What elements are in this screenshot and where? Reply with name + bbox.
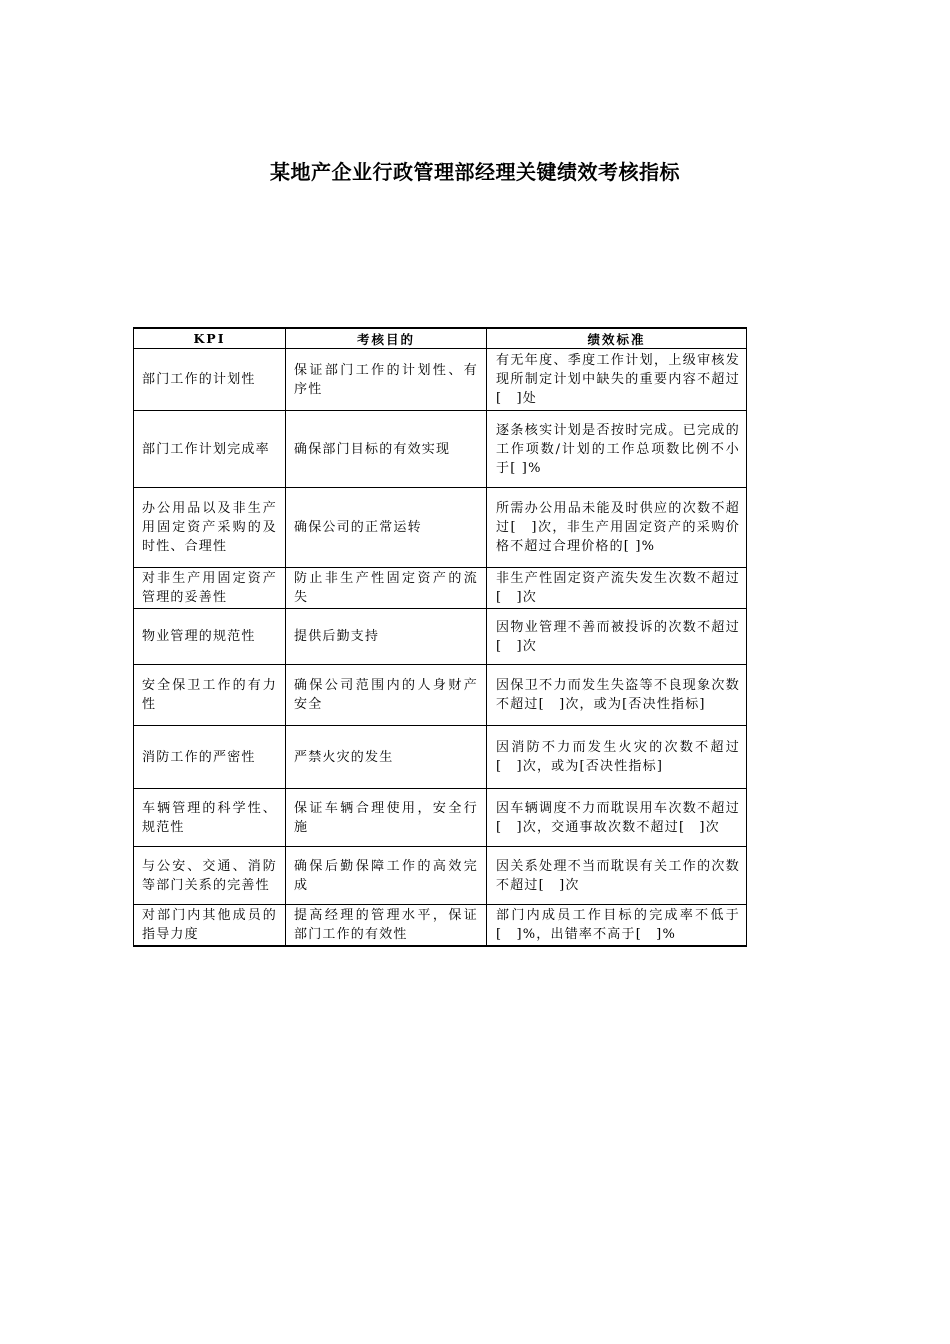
- kpi-cell: 物业管理的规范性: [134, 609, 286, 665]
- standard-cell: 所需办公用品未能及时供应的次数不超过[ ]次，非生产用固定资产的采购价格不超过合理价格的[ ]%: [487, 488, 747, 568]
- purpose-cell: 确保后勤保障工作的高效完成: [286, 847, 487, 905]
- kpi-cell: 对非生产用固定资产管理的妥善性: [134, 568, 286, 609]
- standard-cell: 逐条核实计划是否按时完成。已完成的工作项数/计划的工作总项数比例不小于[ ]%: [487, 411, 747, 488]
- purpose-cell: 提供后勤支持: [286, 609, 487, 665]
- table-row: [134, 488, 747, 568]
- standard-cell: 因物业管理不善而被投诉的次数不超过[ ]次: [487, 609, 747, 665]
- table-row: [134, 905, 747, 947]
- table-row: [134, 665, 747, 726]
- table-row: [134, 411, 747, 488]
- header-standard: 绩效标准: [487, 328, 747, 349]
- standard-cell: 因关系处理不当而耽误有关工作的次数不超过[ ]次: [487, 847, 747, 905]
- table-row: [134, 789, 747, 847]
- page-title: 某地产企业行政管理部经理关键绩效考核指标: [270, 160, 680, 184]
- standard-cell: 部门内成员工作目标的完成率不低于[ ]%，出错率不高于[ ]%: [487, 905, 747, 947]
- purpose-cell: 确保公司范围内的人身财产安全: [286, 665, 487, 726]
- standard-cell: 有无年度、季度工作计划，上级审核发现所制定计划中缺失的重要内容不超过[ ]处: [487, 349, 747, 411]
- header-kpi: KPI: [134, 328, 286, 349]
- standard-cell: 非生产性固定资产流失发生次数不超过[ ]次: [487, 568, 747, 609]
- purpose-cell: 保证部门工作的计划性、有序性: [286, 349, 487, 411]
- table-row: [134, 847, 747, 905]
- purpose-cell: 严禁火灾的发生: [286, 726, 487, 789]
- kpi-cell: 车辆管理的科学性、规范性: [134, 789, 286, 847]
- kpi-cell: 办公用品以及非生产用固定资产采购的及时性、合理性: [134, 488, 286, 568]
- purpose-cell: 提高经理的管理水平，保证部门工作的有效性: [286, 905, 487, 947]
- standard-cell: 因车辆调度不力而耽误用车次数不超过[ ]次，交通事故次数不超过[ ]次: [487, 789, 747, 847]
- kpi-cell: 消防工作的严密性: [134, 726, 286, 789]
- purpose-cell: 确保部门目标的有效实现: [286, 411, 487, 488]
- standard-cell: 因消防不力而发生火灾的次数不超过[ ]次，或为[否决性指标]: [487, 726, 747, 789]
- kpi-cell: 部门工作计划完成率: [134, 411, 286, 488]
- table-row: [134, 349, 747, 411]
- table-row: [134, 609, 747, 665]
- kpi-table: [133, 327, 747, 947]
- table-row: [134, 726, 747, 789]
- kpi-cell: 与公安、交通、消防等部门关系的完善性: [134, 847, 286, 905]
- purpose-cell: 保证车辆合理使用，安全行施: [286, 789, 487, 847]
- header-purpose: 考核目的: [286, 328, 487, 349]
- standard-cell: 因保卫不力而发生失盗等不良现象次数不超过[ ]次，或为[否决性指标]: [487, 665, 747, 726]
- purpose-cell: 确保公司的正常运转: [286, 488, 487, 568]
- purpose-cell: 防止非生产性固定资产的流失: [286, 568, 487, 609]
- kpi-cell: 对部门内其他成员的指导力度: [134, 905, 286, 947]
- kpi-cell: 安全保卫工作的有力性: [134, 665, 286, 726]
- table-row: [134, 568, 747, 609]
- table-header-row: [134, 328, 747, 349]
- kpi-cell: 部门工作的计划性: [134, 349, 286, 411]
